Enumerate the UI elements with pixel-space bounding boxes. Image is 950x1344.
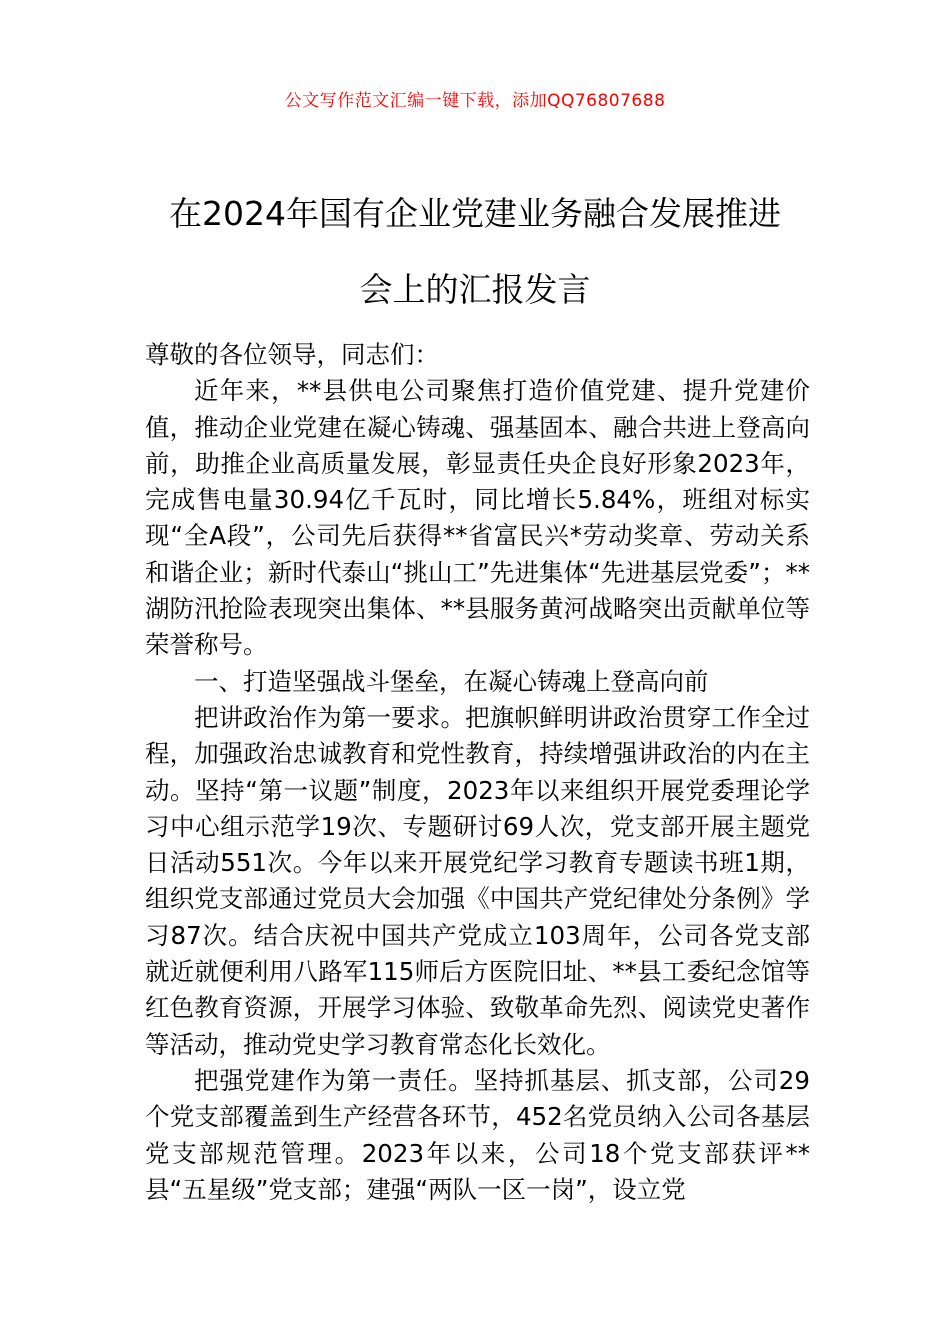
paragraph-party-building: 把强党建作为第一责任。坚持抓基层、抓支部，公司29个党支部覆盖到生产经营各环节，452名党员纳入公司各基层党支部规范管理。2023年以来，公司18个党支部获评**县“五星级”党支部；建强“两队一区一岗”，设立党 — [145, 1065, 810, 1204]
section-heading-1: 一、打造坚强战斗堡垒，在凝心铸魂上登高向前 — [194, 666, 709, 696]
paragraph-political: 把讲政治作为第一要求。把旗帜鲜明讲政治贯穿工作全过程，加强政治忠诚教育和党性教育，持续增强讲政治的内在主动。坚持“第一议题”制度，2023年以来组织开展党委理论学习中心组示范学19次、专题研讨69人次，党支部开展主题党日活动551次。今年以来开展党纪学习教育专题读书班1期，组织党支部通过党员大会加强《中国共产党纪律处分条例》学习87次。结合庆祝中国共产党成立103周年，公司各党支部就近就便利用八路军115师后方医院旧址、**县工委纪念馆等红色教育资源，开展学习体验、致敬革命先烈、阅读党史著作等活动，推动党史学习教育常态化长效化。 — [145, 702, 810, 1059]
title-line-1: 在2024年国有企业党建业务融合发展推进 — [169, 194, 781, 233]
paragraph-intro: 近年来，**县供电公司聚焦打造价值党建、提升党建价值，推动企业党建在凝心铸魂、强基固本、融合共进上登高向前，助推企业高质量发展，彰显责任央企良好形象2023年，完成售电量30.94亿千瓦时，同比增长5.84%，班组对标实现“全A段”，公司先后获得**省富民兴*劳动奖章、劳动关系和谐企业；新时代泰山“挑山工”先进集体“先进基层党委”；**湖防汛抢险表现突出集体、**县服务黄河战略突出贡献单位等荣誉称号。 — [145, 376, 810, 660]
promo-banner: 公文写作范文汇编一键下载，添加QQ76807688 — [284, 91, 666, 111]
salutation: 尊敬的各位领导，同志们： — [145, 340, 439, 369]
document-body — [145, 337, 810, 1208]
title-line-2: 会上的汇报发言 — [359, 270, 591, 309]
document-title — [100, 176, 850, 328]
